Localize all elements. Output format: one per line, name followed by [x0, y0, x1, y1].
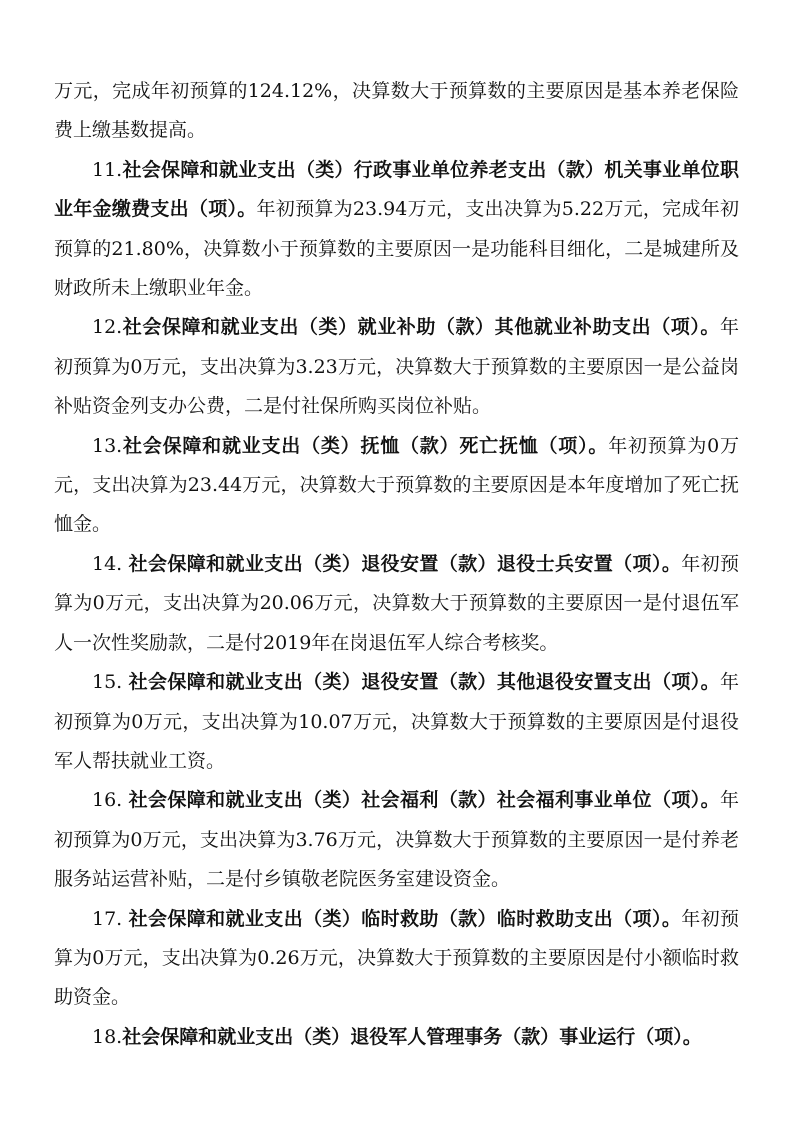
item-number: 14. — [92, 552, 129, 575]
item-heading: 社会保障和就业支出（类）临时救助（款）临时救助支出（项）。 — [128, 907, 682, 930]
item-number: 11. — [92, 158, 123, 181]
item-number: 13. — [92, 434, 123, 457]
item-number: 18. — [92, 1025, 123, 1048]
item-17-paragraph — [54, 900, 739, 1018]
item-number: 15. — [92, 671, 129, 694]
item-11-paragraph — [54, 151, 739, 309]
item-body: 年初预算为0万元，支出决算为10.07万元，决算数大于预算数的主要原因是付退役军人帮扶就业工资。 — [54, 671, 739, 772]
item-body: 年初预算为0万元，支出决算为23.44万元，决算数大于预算数的主要原因是本年度增加了死亡抚恤金。 — [54, 434, 739, 536]
item-heading: 社会保障和就业支出（类）就业补助（款）其他就业补助支出（项）。 — [122, 316, 720, 339]
item-number: 17. — [92, 907, 129, 930]
item-16-paragraph — [54, 781, 739, 899]
item-number: 12. — [92, 316, 123, 339]
item-heading: 社会保障和就业支出（类）社会福利（款）社会福利事业单位（项）。 — [128, 789, 720, 812]
item-body: 年初预算为23.94万元，支出决算为5.22万元，完成年初预算的21.80%，决算数小于预算数的主要原因一是功能科目细化，二是城建所及财政所未上缴职业年金。 — [54, 198, 739, 300]
item-body: 年初预算为0万元，支出决算为20.06万元，决算数大于预算数的主要原因一是付退伍军人一次性奖励款，二是付2019年在岗退伍军人综合考核奖。 — [54, 552, 739, 654]
item-heading: 社会保障和就业支出（类）退役安置（款）退役士兵安置（项）。 — [128, 552, 682, 575]
item-12-paragraph — [54, 308, 739, 426]
item-heading: 社会保障和就业支出（类）退役安置（款）其他退役安置支出（项）。 — [128, 671, 720, 694]
item-heading: 社会保障和就业支出（类）抚恤（款）死亡抚恤（项）。 — [122, 434, 609, 457]
item-body: 年初预算为0万元，支出决算为3.23万元，决算数大于预算数的主要原因一是公益岗补贴资金列支办公费，二是付社保所购买岗位补贴。 — [54, 316, 739, 418]
continuation-paragraph: 万元，完成年初预算的124.12%，决算数大于预算数的主要原因是基本养老保险费上缴基数提高。 — [54, 80, 739, 142]
item-18-paragraph — [54, 1018, 739, 1057]
item-number: 16. — [92, 789, 129, 812]
item-heading: 社会保障和就业支出（类）退役军人管理事务（款）事业运行（项）。 — [122, 1025, 702, 1048]
item-14-paragraph — [54, 545, 739, 663]
item-15-paragraph — [54, 663, 739, 781]
item-heading: 社会保障和就业支出（类）行政事业单位养老支出（款）机关事业单位职业年金缴费支出（项）。 — [54, 158, 739, 221]
item-body: 年初预算为0万元，支出决算为3.76万元，决算数大于预算数的主要原因一是付养老服务站运营补贴，二是付乡镇敬老院医务室建设资金。 — [54, 789, 739, 891]
item-body: 年初预算为0万元，支出决算为0.26万元，决算数大于预算数的主要原因是付小额临时救助资金。 — [54, 907, 739, 1009]
item-13-paragraph — [54, 427, 739, 545]
